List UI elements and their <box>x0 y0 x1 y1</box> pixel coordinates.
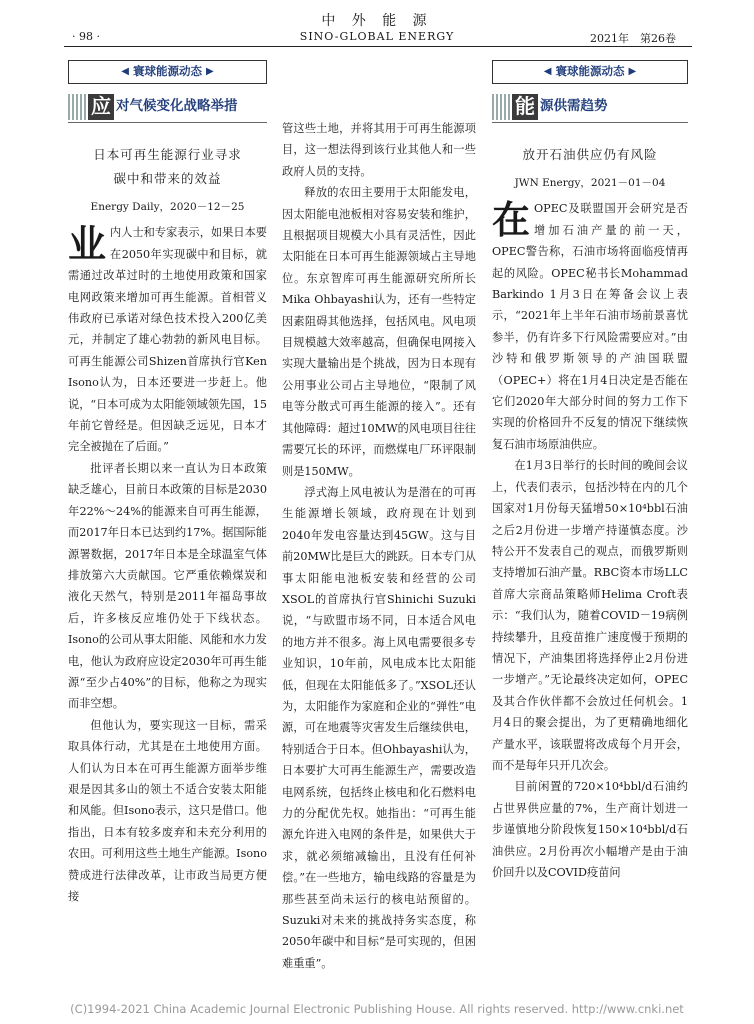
decor-pattern-icon <box>492 94 510 120</box>
article-source: Energy Daily，2020－12－25 <box>90 201 245 213</box>
paragraph-text: OPEC及联盟国开会研究是否增加石油产量的前一天，OPEC警告称，石油市场将面临疫情再起的风险。OPEC秘书长Mohammad Barkindo 1月3日在筹备会议上表示，“2021年上半年石油市场前景喜忧参半，仍有许多下行风险需要应对。”由沙特和俄罗斯领导的产油国联盟（OPEC+）将在1月4日决定是否能在它们2020年大部分时间的努力工作下实现的价格回升不反复的情况下继续恢复石油市场原油供应。 <box>492 202 688 451</box>
journal-title-cn: 中 外 能 源 <box>321 13 433 29</box>
right-column <box>492 60 688 883</box>
section-tag <box>492 60 688 84</box>
page-number: · 98 · <box>72 30 100 43</box>
paragraph: 批评者长期以来一直认为日本政策缺乏雄心，目前日本政策的目标是2030年22%～24%的能源来自可再生能源，而2017年日本已达到约17%。据国际能源署数据，2017年日本是全球温室气体排放第六大贡献国。它严重依赖煤炭和液化天然气，特别是2011年福岛事故后，许多核反应堆仍处于下线状态。Isono的公司从事太阳能、风能和水力发电，他认为政府应设定2030年可再生能源“至少占40%”的目标，他称之为现实而非空想。 <box>68 461 267 711</box>
middle-column <box>282 118 476 974</box>
header-rule <box>64 46 692 47</box>
journal-title-en: SINO-GLOBAL ENERGY <box>299 30 455 43</box>
left-triangle-icon: ◀ <box>121 66 129 78</box>
paragraph-text: 内人士和专家表示，如果日本要在2050年实现碳中和目标，就需通过改革过时的土地使用政策和国家电网政策来增加可再生能源。首相菅义伟政府已承诺对绿色技术投入200亿美元，并制定了雄心勃勃的新风电目标。可再生能源公司Shizen首席执行官Ken Isono认为，日本还要进一步赶上。他说，“日本可成为太阳能领域领先国，15年前它曾经是。但因缺乏远见，日本才完全被抛在了后面。” <box>68 226 267 454</box>
issue-label: 2021年 第26卷 <box>590 32 676 45</box>
section-tag-label: 寰球能源动态 <box>555 64 625 79</box>
section-tag <box>68 60 267 84</box>
section-heading <box>68 94 267 123</box>
drop-cap: 业 <box>68 221 107 267</box>
paragraph: 浮式海上风电被认为是潜在的可再生能源增长领域，政府现在计划到2040年发电容量达到45GW。这与目前20MW比是巨大的跳跃。日本专门从事太阳能电池板安装和经营的公司XSOL的首席执行官Shinichi Suzuki说，“与欧盟市场不同，日本适合风电的地方并不很多。海上风电需要很多专业知识，10年前，风电成本比太阳能低，但现在太阳能低多了。”XSOL还认为，太阳能作为家庭和企业的“弹性”电源，可在地震等灾害发生后继续供电，特别适合于日本。但Ohbayashi认为，日本要扩大可再生能源生产，需要改造电网系统，包括终止核电和化石燃料电力的分配优先权。她指出：“可再生能源允许进入电网的条件是，如果供大于求，就必须缩减输出，且没有任何补偿。”在一些地方，输电线路的容量是为那些甚至尚未运行的核电站预留的。Suzuki对未来的挑战持务实态度，称2050年碳中和目标“是可实现的，但困难重重”。 <box>282 485 476 970</box>
decor-pattern-icon <box>68 94 86 120</box>
drop-cap: 在 <box>492 197 531 243</box>
section-heading-text: 对气候变化战略举措 <box>116 98 238 115</box>
article-source: JWN Energy，2021－01－04 <box>514 177 666 189</box>
paragraph: 目前闲置的720×10⁴bbl/d石油约占世界供应量的7%，生产商计划进一步谨慎地分阶段恢复150×10⁴bbl/d石油供应。2月份再次小幅增产是由于油价回升以及COVID疫苗问 <box>492 780 688 879</box>
left-column <box>68 60 267 907</box>
paragraph: 释放的农田主要用于太阳能发电，因太阳能电池板相对容易安装和维护，且根据项目规模大小具有灵活性，因此太阳能在日本可再生能源领域占主导地位。东京智库可再生能源研究所所长Mika Ohbayashi认为，还有一些特定因素阻碍其他选择，包括风电。风电项目规模越大效率越高，但确保电网接入实现大量输出是个挑战，因为日本现有公用事业公司占主导地位，“限制了风电等分散式可再生能源的接入”。还有其他障碍：超过10MW的风电项目往往需要冗长的环评，而燃煤电厂环评限制则是150MW。 <box>282 186 476 478</box>
section-heading-initial: 能 <box>512 94 538 120</box>
paragraph <box>68 222 267 457</box>
article-title <box>68 143 267 191</box>
section-tag-label: 寰球能源动态 <box>133 64 202 79</box>
right-triangle-icon: ▶ <box>628 66 637 78</box>
paragraph: 但他认为，要实现这一目标，需采取具体行动，尤其是在土地使用方面。人们认为日本在可再生能源方面举步维艰是因其多山的领土不适合安装太阳能和风能。但Isono表示，这只是借口。他指出，日本有较多废弃和未充分利用的农田。可利用这些土地生产能源。Isono赞成进行法律改革，让市政当局更方便接 <box>68 718 267 903</box>
right-triangle-icon: ▶ <box>206 66 214 78</box>
paragraph: 在1月3日举行的长时间的晚间会议上，代表们表示，包括沙特在内的几个国家对1月份每天猛增50×10⁴bbl石油之后2月份进一步增产持谨慎态度。沙特公开不发表自己的观点，而俄罗斯则支持增加石油产量。RBC资本市场LLC首席大宗商品策略师Helima Croft表示：“我们认为，随着COVID－19病例持续攀升，且疫苗推广速度慢于预期的情况下，产油集团将选择停止2月份进一步增产。”无论最终决定如何，OPEC及其合作伙伴都不会放过任何机会。1月4日的聚会提出，为了更精确地细化产量水平，该联盟将改成每个月开会，而不是每年只开几次会。 <box>492 459 688 772</box>
article-title: 放开石油供应仍有风险 <box>522 147 658 162</box>
section-heading-initial: 应 <box>88 94 114 120</box>
copyright-footer: (C)1994-2021 China Academic Journal Electronic Publishing House. All rights reserved. http://www.cnki.net <box>70 1002 684 1016</box>
section-heading <box>492 94 688 123</box>
section-heading-text: 源供需趋势 <box>540 98 608 115</box>
paragraph: 管这些土地，并将其用于可再生能源项目，这一想法得到该行业其他人和一些政府人员的支持。 <box>282 122 476 178</box>
article-title-line: 碳中和带来的效益 <box>113 171 222 186</box>
article-title-line: 日本可再生能源行业寻求 <box>93 147 242 162</box>
paragraph <box>492 198 688 455</box>
left-triangle-icon: ◀ <box>543 66 552 78</box>
